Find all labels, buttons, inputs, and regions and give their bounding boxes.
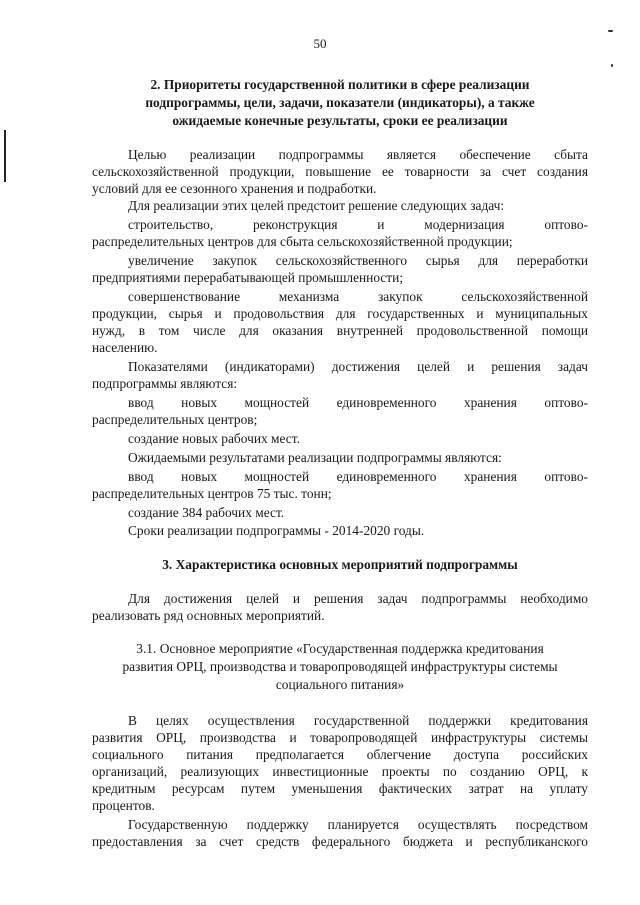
paragraph-line: предоставления за счет средств федерального бюджета и республиканского — [92, 834, 588, 849]
paragraph-line: Государственную поддержку планируется осуществлять посредством — [128, 817, 588, 832]
paragraph-line: населению. — [92, 340, 158, 355]
section-2-heading-line: ожидаемые конечные результаты, сроки ее реализации — [172, 113, 508, 128]
paragraph-line: совершенствование механизма закупок сельскохозяйственной — [128, 289, 588, 304]
scan-mark — [4, 130, 6, 182]
paragraph-line: Целью реализации подпрограммы является обеспечение сбыта — [128, 147, 588, 162]
paragraph-line: социального питания предполагается облегчение доступа российских — [92, 747, 588, 762]
paragraph-line: Показателями (индикаторами) достижения целей и решения задач — [128, 359, 588, 374]
paragraph-line: предприятиями перерабатывающей промышленности; — [92, 270, 404, 285]
paragraph-line: ввод новых мощностей единовременного хранения оптово- — [128, 469, 588, 484]
paragraph-line: Для достижения целей и решения задач подпрограммы необходимо — [128, 591, 588, 606]
subsection-3-1-heading-line: развития ОРЦ, производства и товаропроводящей инфраструктуры системы — [122, 659, 558, 674]
page-number: 50 — [313, 36, 327, 51]
paragraph-line: Сроки реализации подпрограммы - 2014-2020 годы. — [128, 523, 425, 538]
subsection-3-1-heading-line: социального питания» — [275, 677, 405, 692]
paragraph-line: подпрограммы являются: — [92, 376, 238, 391]
paragraph-line: распределительных центров для сбыта сельскохозяйственной продукции; — [92, 234, 513, 249]
paragraph-line: нужд, в том числе для оказания внутренней продовольственной помощи — [92, 323, 588, 338]
paragraph-line: условий для ее сезонного хранения и подработки. — [92, 181, 377, 196]
paragraph-line: сельскохозяйственной продукции, повышение ее товарности за счет создания — [92, 164, 588, 179]
subsection-3-1-heading-line: 3.1. Основное мероприятие «Государственная поддержка кредитования — [136, 641, 544, 656]
section-2-heading-line: подпрограммы, цели, задачи, показатели (индикаторы), а также — [145, 95, 535, 110]
paragraph-line: развития ОРЦ, производства и товаропроводящей инфраструктуры системы — [92, 730, 588, 745]
paragraph-line: строительство, реконструкция и модернизация оптово- — [128, 217, 588, 232]
paragraph-line: организаций, реализующих инвестиционные проекты по созданию ОРЦ, к — [92, 764, 588, 779]
paragraph-line: распределительных центров; — [92, 412, 258, 427]
paragraph-line: ввод новых мощностей единовременного хранения оптово- — [128, 395, 588, 410]
paragraph-line: В целях осуществления государственной поддержки кредитования — [128, 713, 588, 728]
scan-dot — [611, 64, 613, 67]
paragraph-line: увеличение закупок сельскохозяйственного сырья для переработки — [128, 253, 588, 268]
paragraph-line: Для реализации этих целей предстоит решение следующих задач: — [128, 198, 505, 213]
paragraph-line: распределительных центров 75 тыс. тонн; — [92, 486, 332, 501]
paragraph-line: продукции, сырья и продовольствия для государственных и муниципальных — [92, 306, 588, 321]
paragraph-line: создание 384 рабочих мест. — [128, 505, 285, 520]
paragraph-line: процентов. — [92, 798, 155, 813]
section-2-heading-line: 2. Приоритеты государственной политики в сфере реализации — [150, 77, 530, 92]
scan-dot — [608, 30, 613, 32]
paragraph-line: кредитным ресурсам путем уменьшения фактических затрат на уплату — [92, 781, 588, 796]
paragraph-line: реализовать ряд основных мероприятий. — [92, 608, 325, 623]
section-3-heading: 3. Характеристика основных мероприятий подпрограммы — [162, 557, 518, 572]
paragraph-line: Ожидаемыми результатами реализации подпрограммы являются: — [128, 450, 502, 465]
paragraph-line: создание новых рабочих мест. — [128, 431, 300, 446]
